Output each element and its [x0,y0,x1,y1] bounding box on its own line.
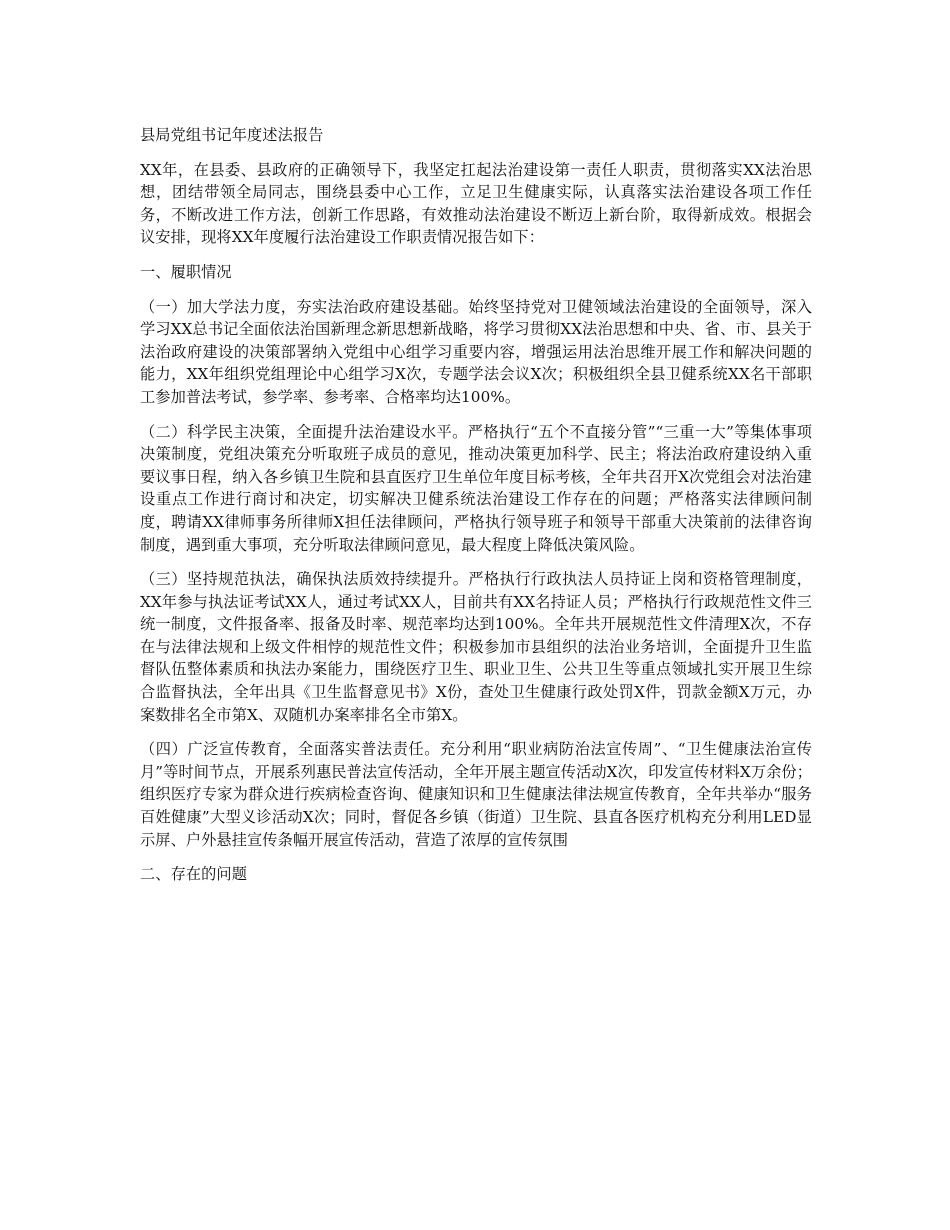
paragraph-law-enforcement: （三）坚持规范执法，确保执法质效持续提升。严格执行行政执法人员持证上岗和资格管理制度，XX年参与执法证考试XX人，通过考试XX人，目前共有XX名持证人员；严格执行行政规范性文件三统一制度，文件报备率、报备及时率、规范率均达到100%。全年共开展规范性文件清理X次，不存在与法律法规和上级文件相悖的规范性文件；积极参加市县组织的法治业务培训，全面提升卫生监督队伍整体素质和执法办案能力，围绕医疗卫生、职业卫生、公共卫生等重点领域扎实开展卫生综合监督执法，全年出具《卫生监督意见书》X份，查处卫生健康行政处罚X件，罚款金额X万元，办案数排名全市第X、双随机办案率排名全市第X。 [140,570,812,724]
section-heading-duties: 一、履职情况 [140,262,232,281]
paragraph-decision-making: （二）科学民主决策，全面提升法治建设水平。严格执行“五个不直接分管”“三重一大”等集体事项决策制度，党组决策充分听取班子成员的意见，推动决策更加科学、民主；将法治政府建设纳入重要议事日程，纳入各乡镇卫生院和县直医疗卫生单位年度目标考核，全年共召开X次党组会对法治建设重点工作进行商讨和决定，切实解决卫健系统法治建设工作存在的问题；严格落实法律顾问制度，聘请XX律师事务所律师X担任法律顾问，严格执行领导班子和领导干部重大决策前的法律咨询制度，遇到重大事项，充分听取法律顾问意见，最大程度上降低决策风险。 [140,422,812,554]
document-title: 县局党组书记年度述法报告 [140,126,324,144]
paragraph-study-law: （一）加大学法力度，夯实法治政府建设基础。始终坚持党对卫健领域法治建设的全面领导，深入学习XX总书记全面依法治国新理念新思想新战略，将学习贯彻XX法治思想和中央、省、市、县关于法治政府建设的决策部署纳入党组中心组学习重要内容，增强运用法治思维开展工作和解决问题的能力，XX年组织党组理论中心组学习X次，专题学法会议X次；积极组织全县卫健系统XX名干部职工参加普法考试，参学率、参考率、合格率均达100%。 [140,297,812,406]
section-heading-problems: 二、存在的问题 [140,865,248,884]
paragraph-publicity-education: （四）广泛宣传教育，全面落实普法责任。充分利用“职业病防治法宣传周”、“卫生健康法治宣传月”等时间节点，开展系列惠民普法宣传活动，全年开展主题宣传活动X次，印发宣传材料X万余份；组织医疗专家为群众进行疾病检查咨询、健康知识和卫生健康法律法规宣传教育，全年共举办“服务百姓健康”大型义诊活动X次；同时，督促各乡镇（街道）卫生院、县直各医疗机构充分利用LED显示屏、户外悬挂宣传条幅开展宣传活动，营造了浓厚的宣传氛围 [140,740,812,849]
document-body [140,124,812,898]
intro-paragraph: XX年，在县委、县政府的正确领导下，我坚定扛起法治建设第一责任人职责，贯彻落实XX法治思想，团结带领全局同志，围绕县委中心工作，立足卫生健康实际，认真落实法治建设各项工作任务，不断改进工作方法，创新工作思路，有效推动法治建设不断迈上新台阶，取得新成效。根据会议安排，现将XX年度履行法治建设工作职责情况报告如下： [140,160,812,247]
